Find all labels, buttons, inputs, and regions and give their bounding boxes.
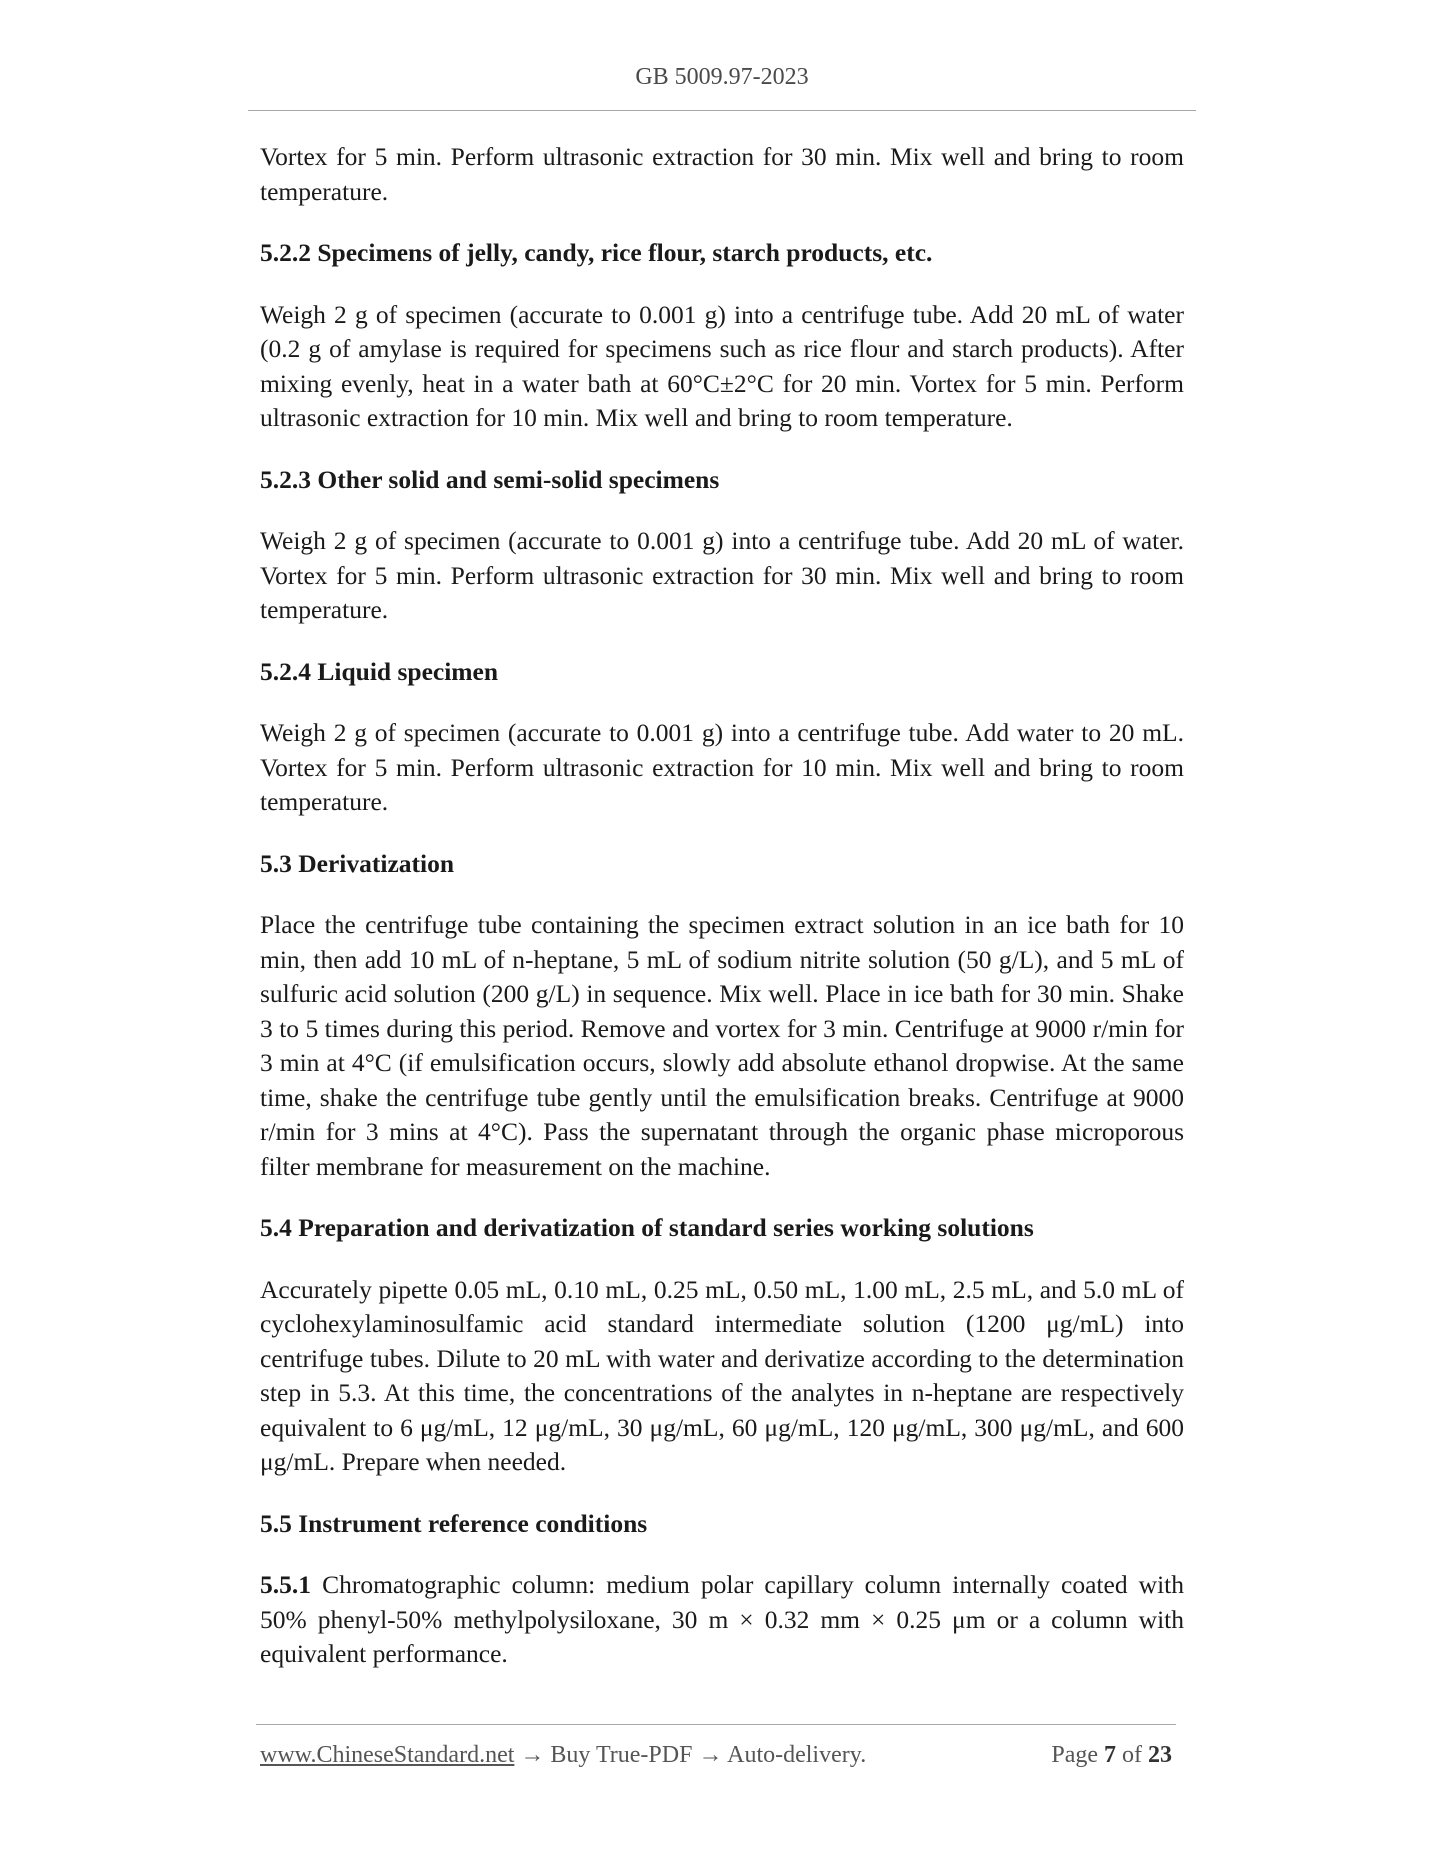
- document-id-header: GB 5009.97-2023: [635, 64, 809, 90]
- section-5-2-4-paragraph: Weigh 2 g of specimen (accurate to 0.001 g) into a centrifuge tube. Add water to 20 mL. Vortex for 5 min. Perform ultrasonic extraction for 10 min. Mix well and bring to room temperature.: [260, 718, 1184, 816]
- section-5-4-heading: 5.4 Preparation and derivatization of standard series working solutions: [260, 1213, 1034, 1242]
- section-5-2-2-heading: 5.2.2 Specimens of jelly, candy, rice flour, starch products, etc.: [260, 238, 933, 267]
- section-5-5-heading: 5.5 Instrument reference conditions: [260, 1508, 648, 1538]
- site-link[interactable]: www.ChineseStandard.net: [260, 1742, 515, 1768]
- section-5-5-1-number: 5.5.1: [260, 1570, 311, 1599]
- section-5-2-3-paragraph: Weigh 2 g of specimen (accurate to 0.001 g) into a centrifuge tube. Add 20 mL of water. Vortex for 5 min. Perform ultrasonic extraction for 30 min. Mix well and bring to room temperature.: [260, 526, 1184, 624]
- page-number: [1051, 1742, 1172, 1769]
- section-5-2-4-heading: 5.2.4 Liquid specimen: [260, 656, 499, 686]
- page-current: 7: [1104, 1742, 1116, 1768]
- page-label: Page: [1051, 1742, 1104, 1768]
- header-divider: [248, 110, 1196, 111]
- promo-text: → Buy True-PDF → Auto-delivery.: [514, 1742, 867, 1768]
- page-of-label: of: [1116, 1742, 1148, 1768]
- section-5-4-paragraph: Accurately pipette 0.05 mL, 0.10 mL, 0.25 mL, 0.50 mL, 1.00 mL, 2.5 mL, and 5.0 mL of cyclohexylaminosulfamic acid standard intermediate solution (1200 μg/mL) into centrifuge tubes. Dilute to 20 mL with water and derivatize according to the determination step in 5.3. At this time, the concentrations of the analytes in n-heptane are respectively equivalent to 6 μg/mL, 12 μg/mL, 30 μg/mL, 60 μg/mL, 120 μg/mL, 300 μg/mL, and 600 μg/mL. Prepare when needed.: [260, 1274, 1184, 1476]
- footer-divider: [256, 1724, 1176, 1725]
- intro-continued-paragraph: Vortex for 5 min. Perform ultrasonic extraction for 30 min. Mix well and bring to room temperature.: [260, 142, 1184, 206]
- footer-promo: [260, 1742, 866, 1769]
- page-total: 23: [1148, 1742, 1172, 1768]
- document-body: [260, 140, 1184, 1672]
- section-5-3-heading: 5.3 Derivatization: [260, 848, 455, 878]
- section-5-3-paragraph: Place the centrifuge tube containing the specimen extract solution in an ice bath for 10 min, then add 10 mL of n-heptane, 5 mL of sodium nitrite solution (50 g/L), and 5 mL of sulfuric acid solution (200 g/L) in sequence. Mix well. Place in ice bath for 30 min. Shake 3 to 5 times during this period. Remove and vortex for 3 min. Centrifuge at 9000 r/min for 3 min at 4°C (if emulsification occurs, slowly add absolute ethanol dropwise. At the same time, shake the centrifuge tube gently until the emulsification breaks. Centrifuge at 9000 r/min for 3 mins at 4°C). Pass the supernatant through the organic phase microporous filter membrane for measurement on the machine.: [260, 910, 1184, 1181]
- section-5-5-1-text: Chromatographic column: medium polar capillary column internally coated with 50% phenyl-50% methylpolysiloxane, 30 m × 0.32 mm × 0.25 μm or a column with equivalent performance.: [260, 1570, 1184, 1668]
- section-5-2-3-heading: 5.2.3 Other solid and semi-solid specimens: [260, 464, 720, 494]
- section-5-5-1-paragraph: [260, 1568, 1184, 1672]
- section-5-2-2-paragraph: Weigh 2 g of specimen (accurate to 0.001 g) into a centrifuge tube. Add 20 mL of water (0.2 g of amylase is required for specimens such as rice flour and starch products). After mixing evenly, heat in a water bath at 60°C±2°C for 20 min. Vortex for 5 min. Perform ultrasonic extraction for 10 min. Mix well and bring to room temperature.: [260, 299, 1184, 432]
